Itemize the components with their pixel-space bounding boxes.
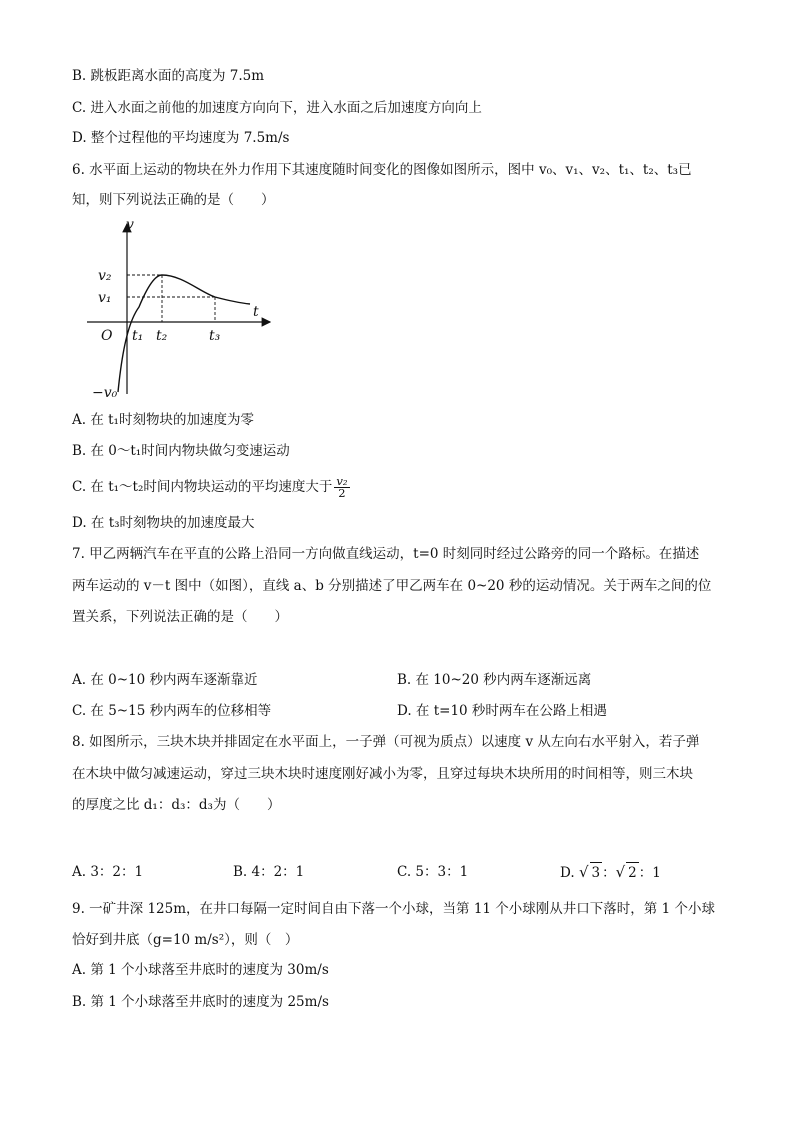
q6-option-b: B. 在 0～t₁时间内物块做匀变速运动 (72, 443, 290, 459)
label-t1: t₁ (132, 328, 144, 344)
q5-option-c: C. 进入水面之前他的加速度方向向下，进入水面之后加速度方向向上 (72, 100, 482, 116)
q8-option-c: C. 5：3：1 (397, 864, 469, 880)
q6-option-c (72, 476, 350, 499)
q7-stem-line3: 置关系，下列说法正确的是（ ） (72, 609, 288, 625)
q7-option-d: D. 在 t=10 秒时两车在公路上相遇 (397, 703, 607, 719)
q6-option-a: A. 在 t₁时刻物块的加速度为零 (72, 412, 254, 428)
q9-stem-line1: 9. 一矿井深 125m，在井口每隔一定时间自由下落一个小球，当第 11 个小球刚从井口下落时，第 1 个小球 (72, 901, 715, 917)
label-origin: O (101, 328, 113, 344)
q8-option-a: A. 3：2：1 (72, 864, 144, 880)
q7-stem-line2: 两车运动的 v－t 图中（如图），直线 a、b 分别描述了甲乙两车在 0~20 秒的运动情况。关于两车之间的位 (72, 578, 712, 594)
q7-option-c: C. 在 5~15 秒内两车的位移相等 (72, 703, 272, 719)
q6-stem-line2: 知，则下列说法正确的是（ ） (72, 192, 275, 208)
label-v2: v₂ (98, 268, 112, 284)
q9-stem-line2: 恰好到井底（g=10 m/s²），则（ ） (72, 932, 299, 948)
q6-stem-line1: 6. 水平面上运动的物块在外力作用下其速度随时间变化的图像如图所示，图中 v₀、v₁、v₂、t₁、t₂、t₃已 (72, 162, 692, 178)
label-t: t (253, 304, 259, 320)
sqrt-2: 2 (626, 862, 639, 883)
label-t3: t₃ (209, 328, 221, 344)
q6-option-d: D. 在 t₃时刻物块的加速度最大 (72, 515, 255, 531)
q5-option-d: D. 整个过程他的平均速度为 7.5m/s (72, 130, 290, 146)
label-t2: t₂ (156, 328, 168, 344)
label-v: v (126, 217, 134, 233)
q7-option-a: A. 在 0~10 秒内两车逐渐靠近 (72, 672, 258, 688)
q8-option-b: B. 4：2：1 (233, 864, 305, 880)
q6-option-c-text: C. 在 t₁～t₂时间内物块运动的平均速度大于 (72, 479, 333, 495)
q7-option-b: B. 在 10~20 秒内两车逐渐远离 (397, 672, 592, 688)
label-v1: v₁ (98, 290, 112, 306)
q7-stem-line1: 7. 甲乙两辆汽车在平直的公路上沿同一方向做直线运动，t=0 时刻同时经过公路旁的同一个路标。在描述 (72, 546, 700, 562)
q8-option-d: D. √ 3 ：√ 2 ：1 (560, 863, 661, 881)
sqrt-3: 3 (590, 862, 603, 883)
q9-option-b: B. 第 1 个小球落至井底时的速度为 25m/s (72, 994, 329, 1010)
q8-stem-line2: 在木块中做匀减速运动，穿过三块木块时速度刚好减小为零，且穿过每块木块所用的时间相等，则三木块 (72, 766, 693, 782)
q5-option-b: B. 跳板距离水面的高度为 7.5m (72, 68, 265, 84)
q8-stem-line1: 8. 如图所示，三块木块并排固定在水平面上，一子弹（可视为质点）以速度 v 从左向右水平射入，若子弹 (72, 734, 700, 750)
q6-vt-graph (82, 212, 282, 407)
q8-stem-line3: 的厚度之比 d₁：d₃：d₃为（ ） (72, 797, 281, 813)
q9-option-a: A. 第 1 个小球落至井底时的速度为 30m/s (72, 962, 329, 978)
label-neg-v0: −v₀ (92, 385, 118, 401)
fraction-v2-over-2: $\frac{\text{v₂}}{2}$ (336, 474, 348, 500)
